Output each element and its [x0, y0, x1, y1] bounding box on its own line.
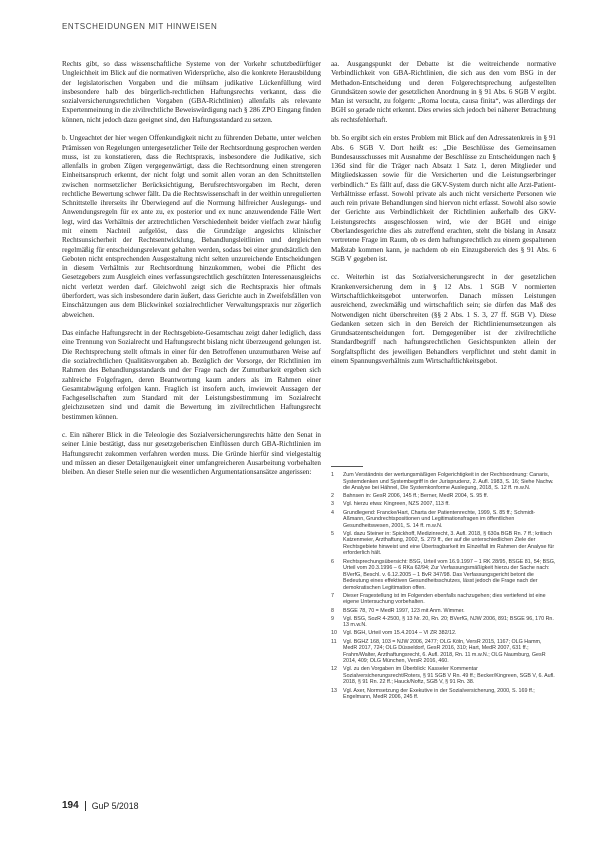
- left-column: [62, 60, 321, 478]
- page-footer: [62, 800, 138, 811]
- page-number: 194: [62, 800, 79, 811]
- right-column: [331, 60, 556, 366]
- footnote: [331, 472, 556, 492]
- footnote-number: 6: [331, 558, 334, 565]
- footnote-text: Dieser Fragestellung ist im Folgenden ebenfalls nachzugehen; dies vertiefend ist eine eigene Untersuchung vorbehalten.: [343, 592, 546, 606]
- footnote-number: 4: [331, 509, 334, 516]
- footnote-text: Zum Verständnis der wertungsmäßigen Folgerichtigkeit in der Rechtsordnung: Canaris, Systemdenken und Systembegriff in der Jurisprudenz, 2. Aufl. 1983, S. 16; Siehe Nachw. die Analyse bei Hähnel, Die Systemkonforme Auslegung, 2018, S. 12 ff. m.w.N.: [343, 472, 554, 492]
- footnote-number: 3: [331, 501, 334, 508]
- footnote: [331, 531, 556, 557]
- footnote-text: BSGE 78, 70 = MedR 1997, 123 mit Anm. Wimmer.: [343, 607, 465, 614]
- footnote-text: Bahnsen in: GesR 2006, 145 ff.; Berner, MedR 2004, S. 95 ff.: [343, 493, 489, 500]
- footnote-text: Vgl. BGHZ 168, 103 = NJW 2006, 2477; OLG Köln, VersR 2015, 1167; OLG Hamm, MedR 2017, 724; OLG Düsseldorf, GesR 2016, 310; Hart, MedR 2007, 631 ff.; Frahm/Walter, Arzthaftungsrecht, 6. Aufl. 2018, Rn. 11 m.w.N.; OLG Naumburg, GesR 2014, 409; OLG München, VersR 2016, 460.: [343, 638, 546, 665]
- footnote-number: 5: [331, 530, 334, 537]
- footnote-number: 12: [331, 666, 337, 673]
- body-paragraph: cc. Weiterhin ist das Sozialversicherungsrecht in der gesetzlichen Krankenversicherung dem in § 12 Abs. 1 SGB V normierten Wirtschaftlichkeitsgebot unterworfen. Danach müssen Leistungen ausreichend, zweckmäßig und wirtschaftlich sein; sie dürfen das Maß des Notwendigen nicht überschreiten (§§ 2 Abs. 1 S. 3, 27 ff. SGB V). Diese Gedanken setzen sich in den Bereich der Richtlinienumsetzungen als Grundsatzentscheidungen fort. Demgegenüber ist der zivilrechtliche Standardbegriff nach haftungsrechtlichen Gesichtspunkten allein der Sorgfaltspflicht des jeweiligen Behandlers verpflichtet und steht damit in einem Spannungsverhältnis zum Wirtschaftlichkeitsgebot.: [331, 273, 556, 365]
- footnote-number: 2: [331, 493, 334, 500]
- footnote-text: Vgl. BSG, SozR 4-2500, § 13 Nr. 20, Rn. 20; BVerfG, NJW 2006, 891; BSGE 96, 170 Rn. 13 m.w.N.: [343, 615, 554, 629]
- footnote: [331, 510, 556, 530]
- body-paragraph: Das einfache Haftungsrecht in der Rechtsgebiete-Gesamtschau zeigt daher lediglich, dass eine Trennung von Sozialrecht und Haftungsrecht bislang nicht überzeugend gelungen ist. Die Rechtsprechung stellt oftmals in einer für den Betroffenen unzumutbaren Weise auf die sozialrechtlichen Qualitätsvorgaben ab. Bezüglich der Vorsorge, der Richtlinien im Rahmen des Behandlungsstandards und der Frage nach der Zumutbarkeit ergeben sich zahlreiche Folgefragen, deren Beantwortung kaum anders als im Rahmen einer Gesamtabwägung erfolgen kann. Fraglich ist insofern auch, inwieweit Aussagen der Fachgesellschaften zum Standard mit der Leistungsbestimmung im Sozialrecht gleichzusetzen sind und damit die Bewertung im zivilrechtlichen Haftungsrecht bestimmen können.: [62, 329, 321, 421]
- footnote-number: 8: [331, 607, 334, 614]
- body-paragraph: b. Ungeachtet der hier wegen Offenkundigkeit nicht zu führenden Debatte, unter welchen Prämissen von Regelungen untergesetzlicher Teile der Rechtsordnung gesprochen werden muss, ist zu konstatieren, dass die Rechtspraxis, insbesondere die Judikative, sich allenfalls in groben Zügen vergegenwärtigt, dass die Rechtsordnung einen strengeren Einheitsanspruch erkennt, der nicht folgt und somit allen voran an den Schnittstellen zwischen normsetzlicher Berücksichtigung, Berufsrechtsvorgaben im Recht, deren rechtliche Bewertung schwer fällt. Da die Rechtswissenschaft in der weithin unregulierten Schnittstelle ihrerseits ihr Überwiegend auf die Normung hilfreicher Auslegungs- und Anwendungsregeln für ex ante zu, ex posterior und ex nunc anzuwendende Fälle Wert legt, wird das Verhältnis der arztrechtlichen Verschiedenheit beider vielfach zwar häufig mit einem Nachteil aufgelöst, dass die Grundzüge angesichts klinischer Rechtsunsicherheit der Rechtsentwicklung, Behandlungsleitlinien und dergleichen regelmäßig für entscheidungsrelevant gehalten werden, sodass bei einer grundsätzlich den Geboten nicht entsprechenden Ausgestaltung nicht selten unzureichende Entscheidungen in diesem Verhältnis zur Rechtsordnung hinzukommen, wobei die Pflicht des Gesetzgebers zum Ausgleich eines verfassungsrechtlich geschützten Interessenausgleichs nicht verletzt werden darf. Gleichwohl zeigt sich die Rechtspraxis hier oftmals überfordert, was sich insbesondere darin äußert, dass Gerichte auch in Zweifelsfällen von Einschätzungen aus dem Blickwinkel sozialrechtlicher Verwaltungspraxis nur zögerlich abweichen.: [62, 134, 321, 319]
- footnotes: [331, 472, 556, 702]
- footnote: [331, 608, 556, 615]
- footnote: [331, 630, 556, 637]
- footer-separator: [85, 801, 86, 811]
- footnote: [331, 616, 556, 629]
- footnote: [331, 493, 556, 500]
- footnote: [331, 639, 556, 665]
- footnote: [331, 688, 556, 701]
- footnote-number: 7: [331, 592, 334, 599]
- footnote-number: 11: [331, 638, 337, 645]
- footnote-text: Vgl. dazu Steiner in: Spickhoff, Medizinrecht, 3. Aufl. 2018, § 630a BGB Rn. 7 ff.; kritisch Katzenmeier, Arzthaftung, 2002, S. 279 ff., der auf die unterschiedlichen Ziele der Rechtsgebiete hinweist und eine Übertragbarkeit im Einzelfall im Rahmen der Analyse für erforderlich hält.: [343, 530, 555, 557]
- footnote-text: Vgl. zu den Vorgaben im Überblick: Kasseler Kommentar Sozialversicherungsrecht/Roters, § 91 SGB V Rn. 49 ff.; Becker/Kingreen, SGB V, 6. Aufl. 2018, § 91 Rn. 22 ff.; Hauck/Noftz, SGB V, § 91 Rn. 38.: [343, 666, 555, 686]
- running-head: ENTSCHEIDUNGEN MIT HINWEISEN: [62, 22, 218, 31]
- footnote-text: Rechtsprechungsübersicht: BSG, Urteil vom 16.9.1997 – 1 RK 28/95, BSGE 81, 54; BSG, Urteil vom 20.3.1996 – 6 RKa 62/94; Zur Verfassungsmäßigkeit hierzu der Sache nach: BVerfG, Beschl. v. 6.12.2005 – 1 BvR 347/98. Das Verfassungsgericht betont die Bedeutung eines effektiven Gesundheitsschutzes, lässt jedoch die Frage nach der demokratischen Legitimation offen.: [343, 558, 556, 591]
- footnote-number: 1: [331, 472, 334, 478]
- footnote-text: Vgl. BGH, Urteil vom 15.4.2014 – VI ZR 382/12.: [343, 630, 457, 637]
- footnote-number: 9: [331, 615, 334, 622]
- footnote: [331, 593, 556, 606]
- journal-issue: GuP 5/2018: [91, 800, 139, 811]
- footnote-text: Vgl. Axer, Normsetzung der Exekutive in der Sozialversicherung, 2000, S. 169 ff.; Engelmann, MedR 2006, 245 ff.: [343, 687, 535, 701]
- footnote-divider: [331, 466, 363, 467]
- footnote-text: Vgl. hierzu etwa: Kingreen, NZS 2007, 113 ff.: [343, 501, 450, 508]
- footnote-number: 13: [331, 687, 337, 694]
- body-paragraph: c. Ein näherer Blick in die Teleologie des Sozialversicherungsrechts hätte den Senat in seiner Linie bestätigt, dass nur gesetzgeberischen Einflüssen durch GBA-Richtlinien im Haftungsrecht zukommen verfahren werden muss. Die Gründe hierfür sind vielgestaltig und müssen an dieser Detailgenauigkeit einer umfangreicheren Ausarbeitung vorbehalten bleiben. An dieser Stelle seien nur die wesentlichen Argumentationsansätze angerissen:: [62, 431, 321, 477]
- body-paragraph: Rechts gibt, so dass wissenschaftliche Systeme von der Vorkehr schutzbedürftiger Ungleichheit im Blick auf die normativen Widersprüche, also die konkrete Herausbildung der legislatorischen Vorgaben und die mühsam judikative Lückenfüllung wird insbesondere halb des bürgerlich-rechtlichen Haftungsrechts verkannt, dass die sozialversicherungsrechtlichen Vorgaben (GBA-Richtlinien) allenfalls als relevante Expertenmeinung in die zivilrechtliche Beweiswürdigung nach § 286 ZPO Eingang finden können, nicht jedoch dazu geeignet sind, den Haftungsstandard zu setzen.: [62, 60, 321, 124]
- body-paragraph: aa. Ausgangspunkt der Debatte ist die weitreichende normative Verbindlichkeit von GBA-Richtlinien, die sich aus den vom BSG in der Methadon-Entscheidung und deren Folgerechtsprechung aufgestellten Grundsätzen sowie der gesetzlichen Anordnung in § 91 Abs. 6 SGB V ergibt. Man ist versucht, zu folgern: „Roma locuta, causa finita“, was allerdings der BGH so gerade nicht erkennt. Dies erwies sich jedoch bei näherer Betrachtung als rechtsfehlerhaft.: [331, 60, 556, 124]
- footnote-text: Grundlegend: Francke/Hart, Charta der Patientenrechte, 1999, S. 85 ff.; Schmidt-Aßmann, Grundrechtspositionen und Legitimationsfragen im öffentlichen Gesundheitswesen, 2001, S. 14 ff. m.w.N.: [343, 509, 536, 529]
- footnote-number: 10: [331, 630, 337, 637]
- footnote: [331, 559, 556, 592]
- footnote: [331, 501, 556, 508]
- footnote: [331, 666, 556, 686]
- body-paragraph: bb. So ergibt sich ein erstes Problem mit Blick auf den Adressatenkreis in § 91 Abs. 6 SGB V. Dort heißt es: „Die Beschlüsse des Gemeinsamen Bundesausschusses mit Ausnahme der Beschlüsse zu Entscheidungen nach § 136d sind für die Träger nach Absatz 1 Satz 1, deren Mitglieder und Mitgliedskassen sowie für die Versicherten und die Leistungserbringer verbindlich.“ Es fällt auf, dass die GKV-System durch nicht alle Arzt-Patient-Verhältnisse erfasst. Sowohl private als auch nicht versicherte Personen wie auch rein private Behandlungen sind hiervon nicht erfasst. Sowohl also sowie der Gerichte aus Verbindlichkeit der Richtlinien außerhalb des GKV-Leistungsrechts ausgeschlossen wird, wie der BGH und einige Oberlandesgerichte dies als zutreffend erachten, steht die bislang in Ansatz vertretene Frage im Raum, ob es dem haftungsrechtlich zu einem gespaltenen Maßstab kommen kann, je nachdem ob ein Einzugsbereich des § 91 Abs. 6 SGB V gegeben ist.: [331, 134, 556, 263]
